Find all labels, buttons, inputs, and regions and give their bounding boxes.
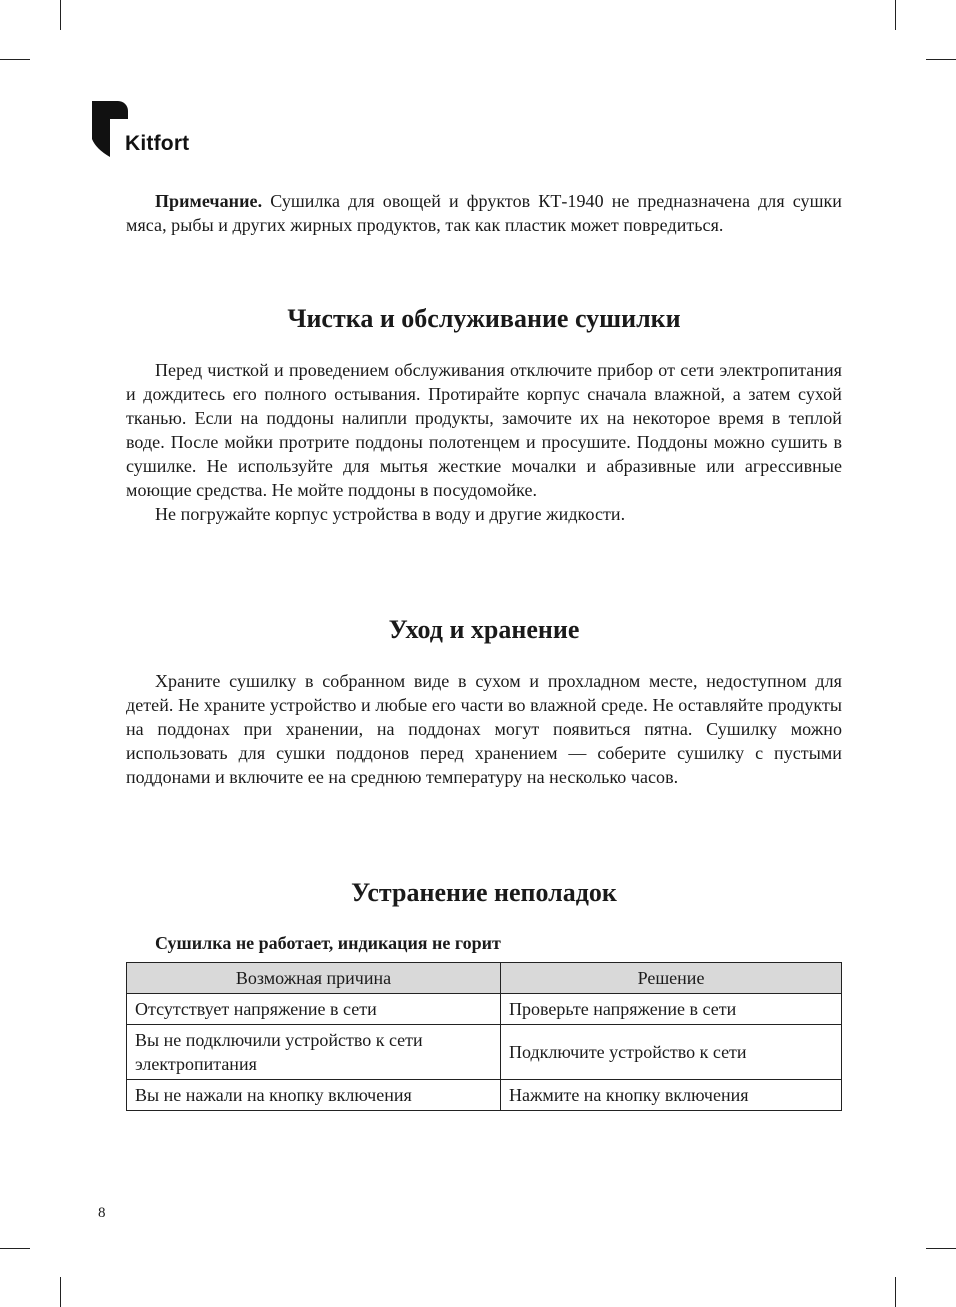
table-cell-solution: Подключите устройство к сети — [501, 1025, 842, 1080]
table-cell-cause: Вы не подключили устройство к сети электропитания — [127, 1025, 501, 1080]
crop-mark — [60, 0, 61, 30]
crop-mark — [926, 1248, 956, 1249]
page-number: 8 — [98, 1205, 106, 1221]
table-cell-solution: Нажмите на кнопку включения — [501, 1080, 842, 1111]
note-text: Сушилка для овощей и фруктов КТ-1940 не предназначена для сушки мяса, рыбы и других жирных продуктов, так как пластик может повредиться. — [126, 191, 842, 235]
table-header-row — [127, 963, 842, 994]
crop-mark — [895, 1277, 896, 1307]
note-block — [126, 189, 842, 237]
section-title-storage: Уход и хранение — [388, 615, 580, 644]
storage-body — [126, 669, 842, 789]
cleaning-body — [126, 358, 842, 526]
storage-paragraph: Храните сушилку в собранном виде в сухом и прохладном месте, недоступном для детей. Не храните устройство и любые его части во влажной среде. Не оставляйте продукты на поддонах при хранении, на поддонах могут появиться пятна. Сушилку можно использовать для сушки поддонов перед хранением — соберите сушилку с пустыми поддонами и включите ее на среднюю температуру на несколько часов. — [126, 671, 842, 787]
note-paragraph — [126, 189, 842, 237]
troubleshooting-table — [126, 962, 842, 1111]
table-cell-solution: Проверьте напряжение в сети — [501, 994, 842, 1025]
table-cell-cause: Вы не нажали на кнопку включения — [127, 1080, 501, 1111]
crop-mark — [0, 1248, 30, 1249]
table-row — [127, 994, 842, 1025]
note-label: Примечание. — [155, 191, 263, 211]
table-row — [127, 1080, 842, 1111]
table-header-solution: Решение — [501, 963, 842, 994]
crop-mark — [926, 59, 956, 60]
crop-mark — [895, 0, 896, 30]
table-header-cause: Возможная причина — [127, 963, 501, 994]
cleaning-paragraph-2: Не погружайте корпус устройства в воду и другие жидкости. — [155, 504, 626, 524]
brand-logo — [92, 101, 202, 157]
crop-mark — [60, 1277, 61, 1307]
table-row — [127, 1025, 842, 1080]
brand-name: Kitfort — [125, 132, 190, 155]
crop-mark — [0, 59, 30, 60]
section-title-cleaning: Чистка и обслуживание сушилки — [287, 304, 681, 333]
troubleshooting-subtitle: Сушилка не работает, индикация не горит — [155, 933, 501, 953]
section-title-troubleshooting: Устранение неполадок — [351, 878, 617, 907]
table-cell-cause: Отсутствует напряжение в сети — [127, 994, 501, 1025]
cleaning-paragraph-1: Перед чисткой и проведением обслуживания отключите прибор от сети электропитания и дождитесь его полного остывания. Протирайте корпус сначала влажной, а затем сухой тканью. Если на поддоны налипли продукты, замочите их на некоторое время в теплой воде. После мойки протрите поддоны полотенцем и просушите. Поддоны можно сушить в сушилке. Не используйте для мытья жесткие мочалки и абразивные или агрессивные моющие средства. Не мойте поддоны в посудомойке. — [126, 360, 842, 500]
